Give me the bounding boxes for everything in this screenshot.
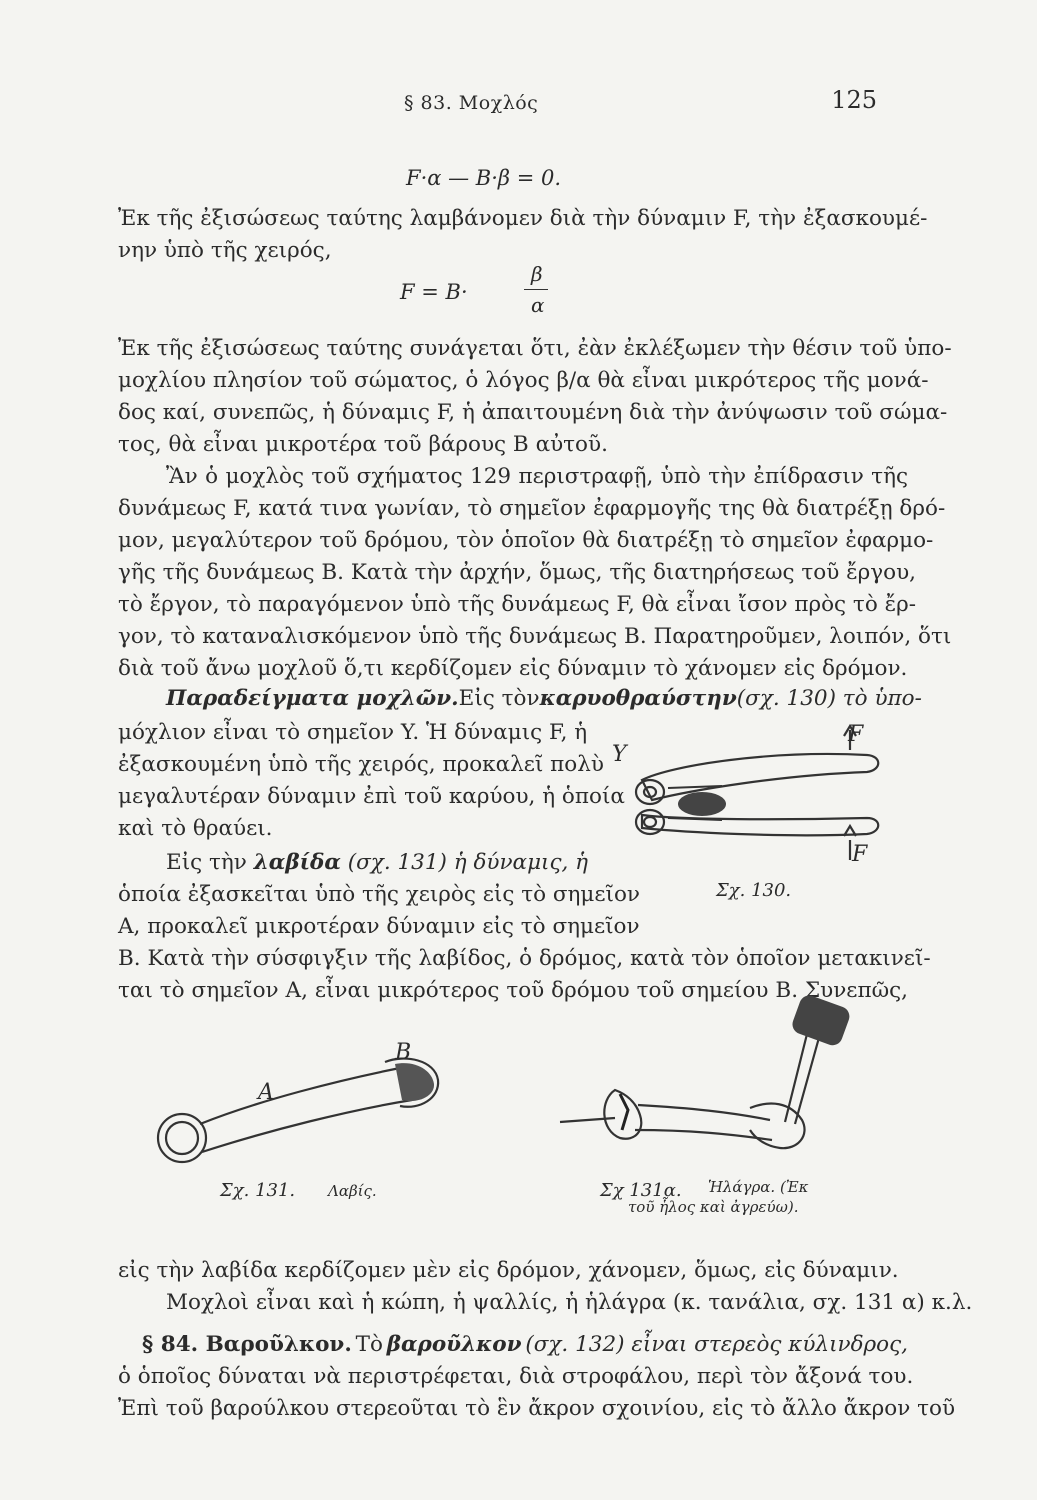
p5-line-1: [166, 852, 588, 874]
p3-line-6: γον, τὸ καταναλισκόμενον ὑπὸ τῆς δυνάμεως B. Παρατηροῦμεν, λοιπόν, ὅτι: [118, 624, 952, 649]
running-head: § 83. Μοχλός: [404, 92, 539, 114]
p3-line-2: δυνάμεως F, κατά τινα γωνίαν, τὸ σημεῖον ἐφαρμογῆς της θὰ διατρέξῃ δρό-: [118, 496, 946, 521]
pincers-hammer-drawing: [540, 990, 870, 1160]
p8-line-1-a: Τὸ: [355, 1332, 383, 1357]
label-force-bottom: F: [852, 842, 868, 867]
p4-line-3: ἐξασκουμένη ὑπὸ τῆς χειρός, προκαλεῖ πολὺ: [118, 752, 604, 777]
p8-line-1-c: (σχ. 132) εἶναι στερεὸς κύλινδρος,: [525, 1332, 908, 1357]
caption-fig-131-text: Λαβίς.: [328, 1182, 377, 1200]
winch-term: βαροῦλκον: [386, 1332, 522, 1357]
p5-line-1-c: (σχ. 131) ἡ δύναμις, ἡ: [347, 850, 589, 875]
caption-fig-131-num: Σχ. 131.: [220, 1180, 296, 1201]
fraction-denominator: α: [531, 293, 545, 317]
fraction-numerator: β: [531, 262, 543, 286]
figure-131-pliers: [150, 1040, 450, 1210]
equation-2: F = B·: [400, 280, 468, 304]
figure-130-nutcracker: [612, 720, 904, 920]
hammer-head-icon: [790, 993, 853, 1048]
p5-line-5: ται τὸ σημεῖον A, εἶναι μικρότερος τοῦ δρόμου τοῦ σημείου B. Συνεπῶς,: [118, 978, 908, 1003]
pliers-term: λαβίδα: [253, 850, 341, 875]
p7-line-1: Μοχλοὶ εἶναι καὶ ἡ κώπη, ἡ ψαλλίς, ἡ ἡλάγρα (κ. τανάλια, σχ. 131 α) κ.λ.: [166, 1290, 973, 1315]
p4-line-1-c: (σχ. 130) τὸ ὑπο-: [736, 686, 922, 711]
p3-line-7: διὰ τοῦ ἄνω μοχλοῦ ὅ,τι κερδίζομεν εἰς δύναμιν τὸ χάνομεν εἰς δρόμον.: [118, 656, 908, 681]
label-point-b: B: [395, 1040, 412, 1065]
caption-fig-131a-line-1: Ἡλάγρα. (Ἐκ: [708, 1178, 809, 1196]
label-force-top: F: [848, 722, 864, 747]
p3-line-5: τὸ ἔργον, τὸ παραγόμενον ὑπὸ τῆς δυνάμεως F, θὰ εἶναι ἴσον πρὸς τὸ ἔρ-: [118, 592, 917, 617]
page-number: 125: [831, 86, 877, 114]
p4-line-4: μεγαλυτέραν δύναμιν ἐπὶ τοῦ καρύου, ἡ ὁποία: [118, 784, 625, 809]
p5-line-3: A, προκαλεῖ μικροτέραν δύναμιν εἰς τὸ σημεῖον: [118, 914, 640, 939]
nutcracker-term: καρυοθραύστην: [539, 686, 737, 711]
p4-line-5: καὶ τὸ θραύει.: [118, 816, 273, 841]
caption-fig-130: Σχ. 130.: [716, 880, 792, 901]
p3-line-3: μον, μεγαλύτερον τοῦ δρόμου, τὸν ὁποῖον θὰ διατρέξῃ τὸ σημεῖον ἐφαρμο-: [118, 528, 934, 553]
page-header: [0, 86, 1037, 122]
p3-line-4: γῆς τῆς δυνάμεως B. Κατὰ τὴν ἀρχήν, ὅμως, τῆς διατηρήσεως τοῦ ἔργου,: [118, 560, 916, 585]
p2-line-4: τος, θὰ εἶναι μικροτέρα τοῦ βάρους B αὐτοῦ.: [118, 432, 608, 457]
p8-line-2: ὁ ὁποῖος δύναται νὰ περιστρέφεται, διὰ στροφάλου, περὶ τὸν ἄξονά του.: [118, 1364, 914, 1389]
label-fulcrum-y: Y: [612, 742, 627, 767]
section-84-heading: § 84. Βαροῦλκον.: [142, 1332, 352, 1357]
label-point-a: A: [258, 1080, 274, 1105]
p5-line-2: ὁποία ἐξασκεῖται ὑπὸ τῆς χειρὸς εἰς τὸ σημεῖον: [118, 882, 640, 907]
p1-line-1: Ἐκ τῆς ἐξισώσεως ταύτης λαμβάνομεν διὰ τὴν δύναμιν F, τὴν ἐξασκουμέ-: [118, 206, 928, 231]
p4-line-1-a: Εἰς τὸν: [458, 686, 540, 711]
p3-line-1: Ἂν ὁ μοχλὸς τοῦ σχήματος 129 περιστραφῇ, ὑπὸ τὴν ἐπίδρασιν τῆς: [166, 464, 908, 489]
p2-line-2: μοχλίου πλησίον τοῦ σώματος, ὁ λόγος β/α θὰ εἶναι μικρότερος τῆς μονά-: [118, 368, 929, 393]
examples-heading: Παραδείγματα μοχλῶν.: [166, 686, 459, 711]
p2-line-1: Ἐκ τῆς ἐξισώσεως ταύτης συνάγεται ὅτι, ἐὰν ἐκλέξωμεν τὴν θέσιν τοῦ ὑπο-: [118, 336, 952, 361]
p8-line-1: [142, 1334, 908, 1356]
p5-line-4: B. Κατὰ τὴν σύσφιγξιν τῆς λαβίδος, ὁ δρόμος, κατὰ τὸν ὁποῖον μετακινεῖ-: [118, 946, 931, 971]
p4-line-1: [166, 686, 922, 711]
caption-fig-131a-line-2: τοῦ ἧλος καὶ ἀγρεύω).: [628, 1198, 799, 1216]
p1-line-2: νην ὑπὸ τῆς χειρός,: [118, 238, 332, 263]
p6-line-1: εἰς τὴν λαβίδα κερδίζομεν μὲν εἰς δρόμον, χάνομεν, ὅμως, εἰς δύναμιν.: [118, 1258, 899, 1283]
fraction-bar: [524, 289, 548, 290]
equation-1: F·α — B·β = 0.: [406, 166, 562, 190]
p5-line-1-a: Εἰς τὴν: [166, 850, 247, 875]
caption-fig-131a-num: Σχ 131α.: [600, 1180, 682, 1201]
nut-icon: [678, 792, 726, 816]
p8-line-3: Ἐπὶ τοῦ βαρούλκου στερεοῦται τὸ ἓν ἄκρον σχοινίου, εἰς τὸ ἄλλο ἄκρον τοῦ: [118, 1396, 956, 1421]
figure-131a-pincers: [540, 990, 870, 1220]
p2-line-3: δος καί, συνεπῶς, ἡ δύναμις F, ἡ ἀπαιτουμένη διὰ τὴν ἀνύψωσιν τοῦ σώμα-: [118, 400, 948, 425]
p4-line-2: μόχλιον εἶναι τὸ σημεῖον Y. Ἡ δύναμις F, ἡ: [118, 720, 588, 745]
